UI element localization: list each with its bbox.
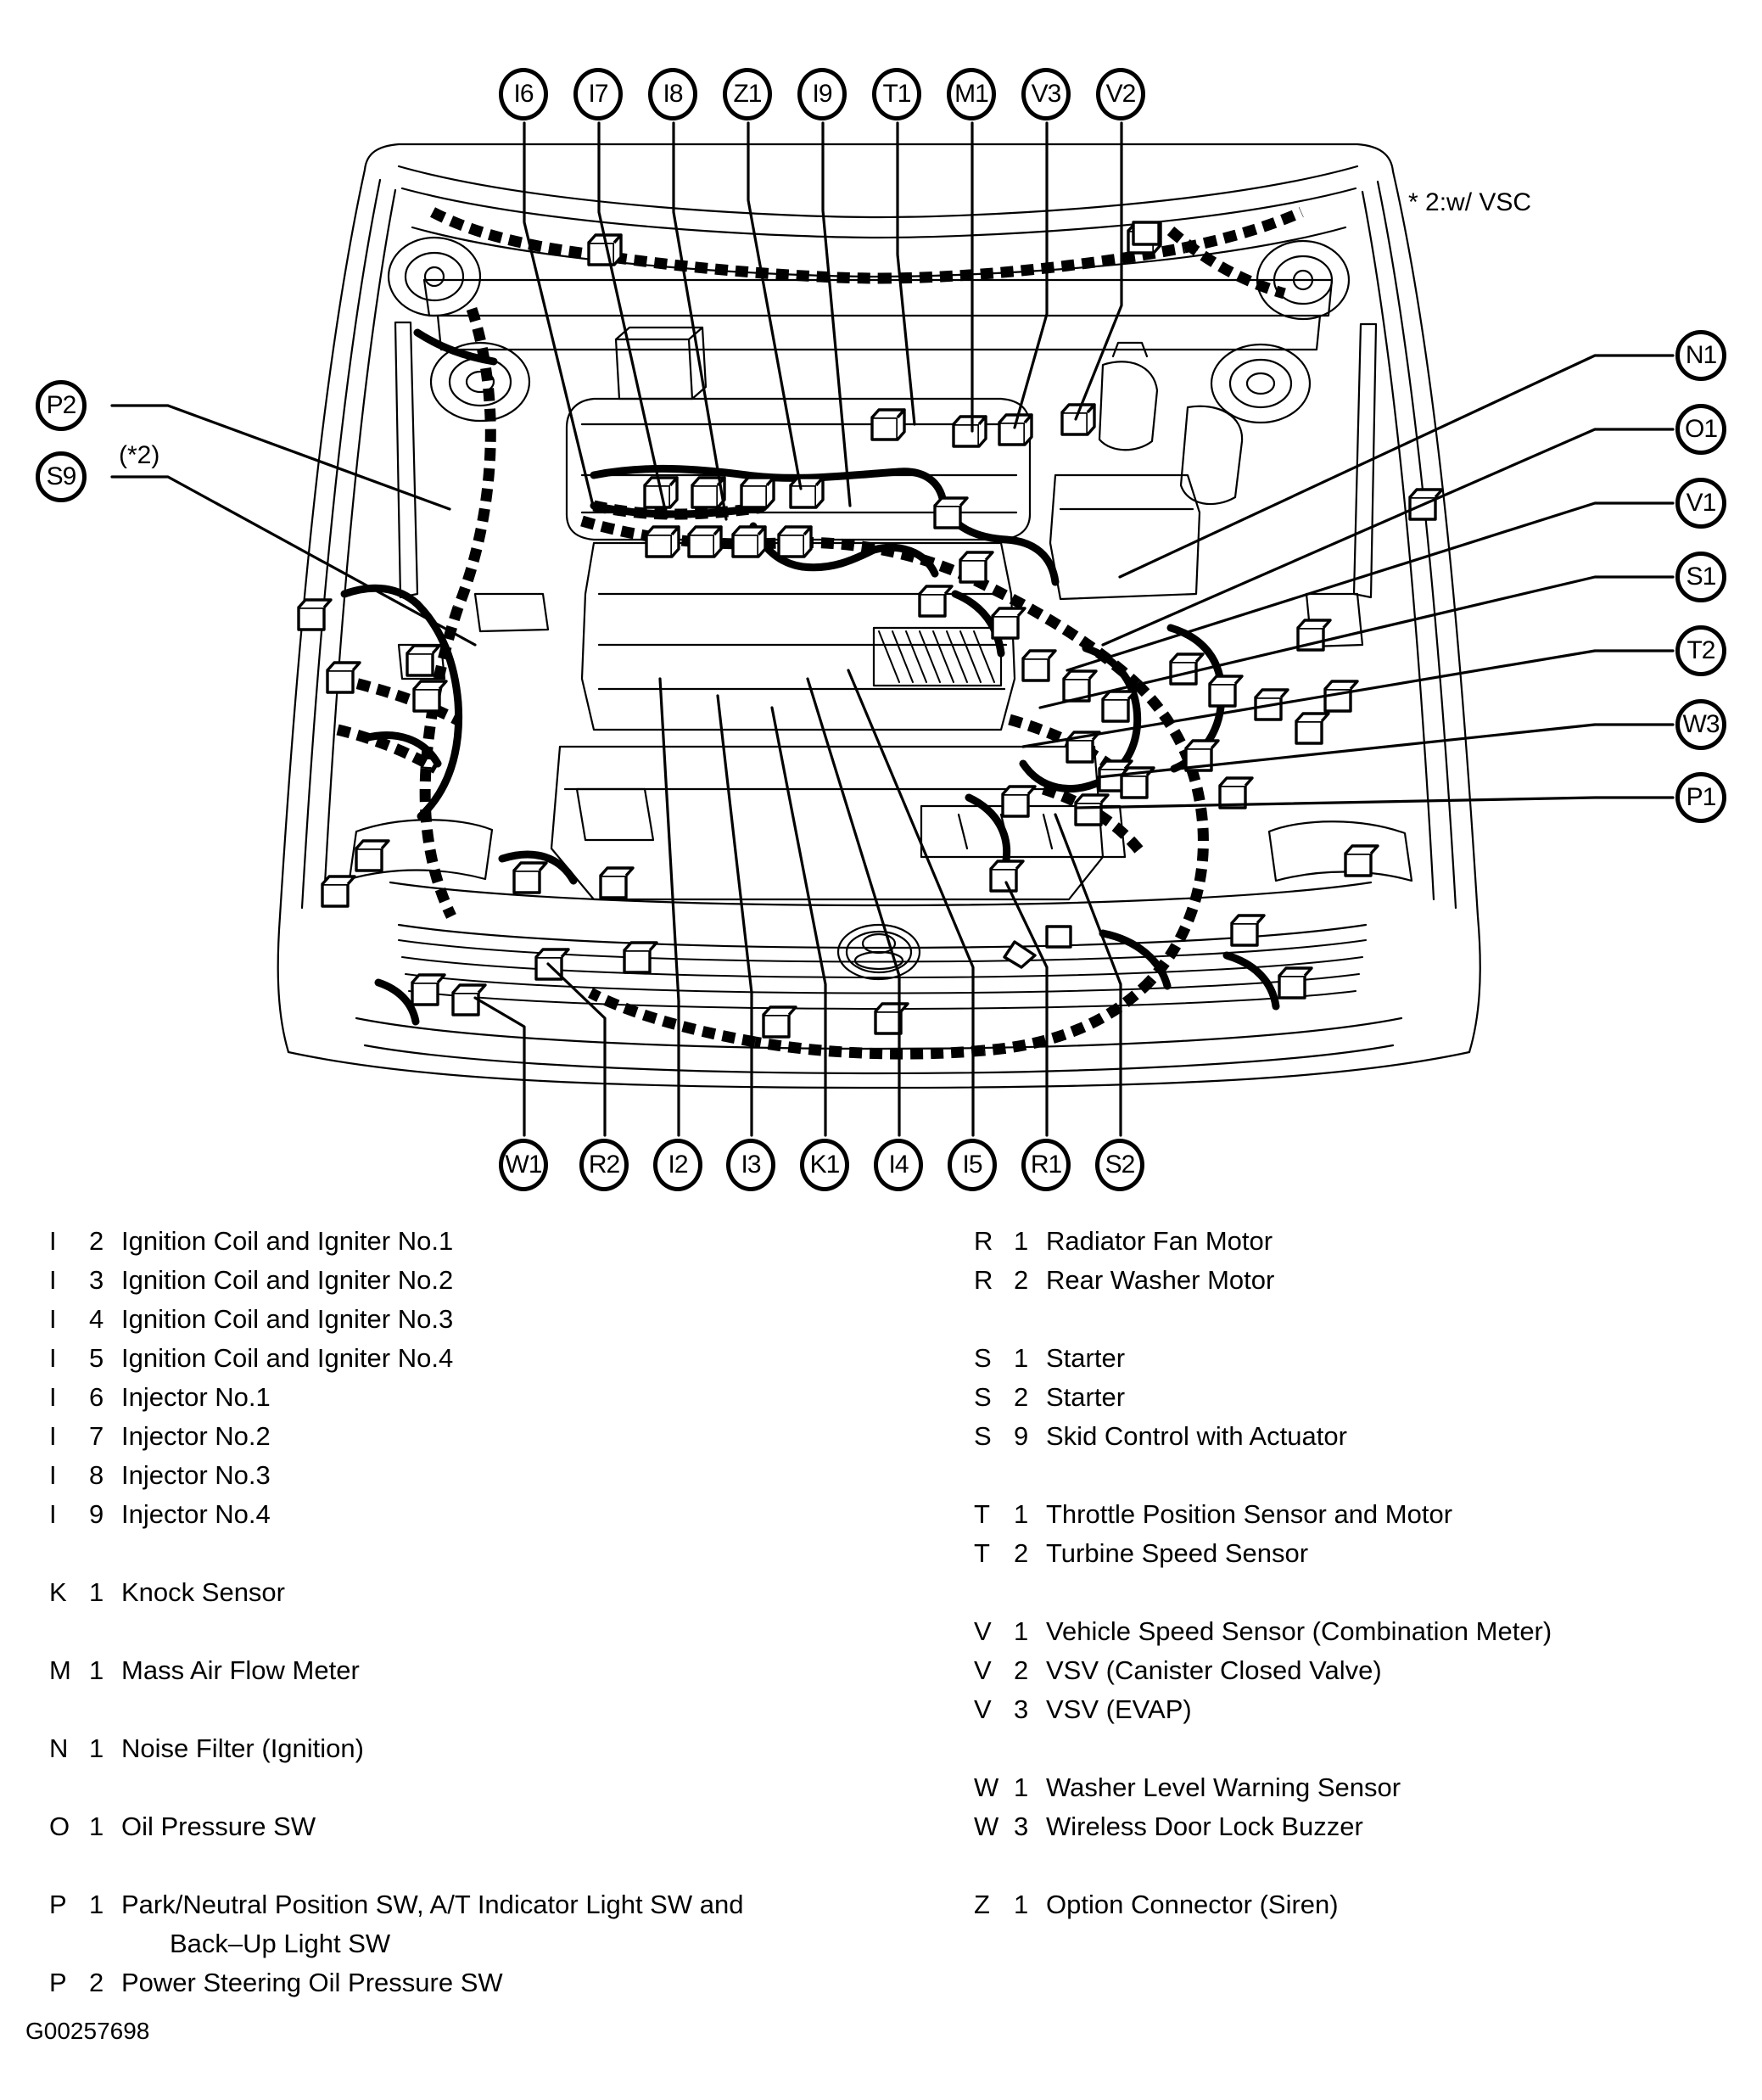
- legend-row: [0, 1339, 891, 1378]
- legend-description: Wireless Door Lock Buzzer: [1046, 1812, 1363, 1841]
- legend-letter: T: [974, 1538, 990, 1568]
- legend-description: Ignition Coil and Igniter No.2: [121, 1265, 454, 1295]
- legend-row: [925, 1378, 1762, 1417]
- legend-number: 9: [89, 1499, 104, 1529]
- legend-row: [925, 1651, 1762, 1690]
- legend-letter: I: [49, 1265, 57, 1295]
- legend-number: 1: [89, 1890, 104, 1919]
- legend-row: [0, 1378, 891, 1417]
- legend-description: Radiator Fan Motor: [1046, 1226, 1273, 1256]
- legend-number: 1: [1014, 1616, 1029, 1646]
- legend-spacer: [925, 1846, 1762, 1885]
- legend-description: Power Steering Oil Pressure SW: [121, 1968, 503, 1997]
- legend-number: 2: [89, 1226, 104, 1256]
- legend-right-column: [925, 1222, 1762, 1924]
- callout-M1[interactable]: M1: [947, 68, 996, 120]
- legend-row: [925, 1261, 1762, 1300]
- legend-letter: V: [974, 1694, 992, 1724]
- callout-I8[interactable]: I8: [648, 68, 697, 120]
- legend-letter: P: [49, 1968, 67, 1997]
- legend-number: 2: [1014, 1265, 1029, 1295]
- legend-number: 1: [1014, 1890, 1029, 1919]
- legend-description: Ignition Coil and Igniter No.1: [121, 1226, 454, 1256]
- legend-letter: T: [974, 1499, 990, 1529]
- legend-letter: S: [974, 1421, 992, 1451]
- legend-row: [0, 1924, 891, 1963]
- callout-I6[interactable]: I6: [499, 68, 548, 120]
- legend-number: 2: [1014, 1382, 1029, 1412]
- legend-number: 7: [89, 1421, 104, 1451]
- legend-letter: W: [974, 1812, 999, 1841]
- legend-letter: I: [49, 1226, 57, 1256]
- legend-row: [0, 1963, 891, 2002]
- legend-row: [925, 1690, 1762, 1729]
- callout-Z1[interactable]: Z1: [723, 68, 772, 120]
- callout-V2[interactable]: V2: [1096, 68, 1145, 120]
- legend-letter: K: [49, 1577, 67, 1607]
- legend-description: Washer Level Warning Sensor: [1046, 1772, 1401, 1802]
- callout-V1[interactable]: V1: [1675, 478, 1726, 529]
- callout-T1[interactable]: T1: [872, 68, 921, 120]
- legend-description: Park/Neutral Position SW, A/T Indicator Light SW and: [121, 1890, 744, 1919]
- legend-row: [0, 1222, 891, 1261]
- legend-description: Option Connector (Siren): [1046, 1890, 1339, 1919]
- legend-description: Back–Up Light SW: [170, 1929, 391, 1958]
- callout-R1[interactable]: R1: [1021, 1139, 1071, 1191]
- vsc-footnote: * 2:w/ VSC: [1408, 188, 1532, 216]
- legend-number: 2: [1014, 1655, 1029, 1685]
- legend-number: 1: [1014, 1343, 1029, 1373]
- legend-letter: P: [49, 1890, 67, 1919]
- legend-letter: I: [49, 1460, 57, 1490]
- legend-description: Starter: [1046, 1343, 1126, 1373]
- legend-number: 1: [1014, 1499, 1029, 1529]
- legend-letter: I: [49, 1382, 57, 1412]
- legend-spacer: [925, 1573, 1762, 1612]
- legend-number: 6: [89, 1382, 104, 1412]
- legend-letter: V: [974, 1616, 992, 1646]
- legend-number: 8: [89, 1460, 104, 1490]
- component-legend: [0, 1222, 1762, 2100]
- legend-letter: S: [974, 1382, 992, 1412]
- legend-letter: R: [974, 1226, 993, 1256]
- legend-letter: I: [49, 1343, 57, 1373]
- legend-row: [0, 1417, 891, 1456]
- legend-number: 1: [89, 1577, 104, 1607]
- legend-row: [0, 1573, 891, 1612]
- legend-letter: W: [974, 1772, 999, 1802]
- legend-number: 2: [1014, 1538, 1029, 1568]
- legend-number: 3: [1014, 1694, 1029, 1724]
- callout-W1[interactable]: W1: [499, 1139, 548, 1191]
- legend-description: Skid Control with Actuator: [1046, 1421, 1347, 1451]
- legend-description: Noise Filter (Ignition): [121, 1733, 364, 1763]
- legend-spacer: [0, 1612, 891, 1651]
- legend-letter: R: [974, 1265, 993, 1295]
- legend-letter: O: [49, 1812, 70, 1841]
- legend-letter: I: [49, 1304, 57, 1334]
- legend-row: [0, 1495, 891, 1534]
- legend-number: 1: [89, 1655, 104, 1685]
- callout-I9[interactable]: I9: [797, 68, 847, 120]
- legend-letter: I: [49, 1499, 57, 1529]
- legend-letter: V: [974, 1655, 992, 1685]
- legend-description: Knock Sensor: [121, 1577, 285, 1607]
- callout-S9[interactable]: S9: [36, 451, 87, 502]
- legend-row: [925, 1339, 1762, 1378]
- legend-description: Injector No.3: [121, 1460, 271, 1490]
- legend-row: [0, 1651, 891, 1690]
- legend-row: [0, 1885, 891, 1924]
- callout-N1[interactable]: N1: [1675, 330, 1726, 381]
- callout-I5[interactable]: I5: [948, 1139, 997, 1191]
- legend-row: [0, 1729, 891, 1768]
- callout-I7[interactable]: I7: [573, 68, 623, 120]
- legend-description: Ignition Coil and Igniter No.3: [121, 1304, 454, 1334]
- legend-letter: M: [49, 1655, 71, 1685]
- callout-P1[interactable]: P1: [1675, 772, 1726, 823]
- legend-spacer: [0, 1690, 891, 1729]
- legend-row: [0, 1300, 891, 1339]
- legend-spacer: [925, 1300, 1762, 1339]
- legend-spacer: [925, 1729, 1762, 1768]
- legend-row: [925, 1534, 1762, 1573]
- legend-letter: S: [974, 1343, 992, 1373]
- legend-spacer: [0, 1846, 891, 1885]
- legend-description: Vehicle Speed Sensor (Combination Meter): [1046, 1616, 1552, 1646]
- s9-vsc-footnote-marker: (*2): [119, 441, 160, 469]
- legend-row: [925, 1807, 1762, 1846]
- callout-I3[interactable]: I3: [726, 1139, 775, 1191]
- callout-P2[interactable]: P2: [36, 380, 87, 431]
- callout-O1[interactable]: O1: [1675, 404, 1726, 455]
- legend-row: [925, 1885, 1762, 1924]
- legend-number: 5: [89, 1343, 104, 1373]
- legend-description: Rear Washer Motor: [1046, 1265, 1275, 1295]
- legend-description: Ignition Coil and Igniter No.4: [121, 1343, 454, 1373]
- legend-description: Injector No.1: [121, 1382, 271, 1412]
- drawing-id: G00257698: [25, 2018, 150, 2044]
- legend-row: [925, 1222, 1762, 1261]
- callout-K1[interactable]: K1: [800, 1139, 849, 1191]
- legend-spacer: [0, 1768, 891, 1807]
- legend-row: [0, 1456, 891, 1495]
- legend-spacer: [925, 1456, 1762, 1495]
- legend-row: [925, 1417, 1762, 1456]
- legend-letter: I: [49, 1421, 57, 1451]
- legend-number: 1: [1014, 1772, 1029, 1802]
- legend-description: Turbine Speed Sensor: [1046, 1538, 1309, 1568]
- callout-I2[interactable]: I2: [653, 1139, 702, 1191]
- legend-number: 9: [1014, 1421, 1029, 1451]
- legend-left-column: [0, 1222, 891, 2002]
- legend-description: Injector No.4: [121, 1499, 271, 1529]
- legend-row: [925, 1495, 1762, 1534]
- legend-description: Throttle Position Sensor and Motor: [1046, 1499, 1453, 1529]
- legend-number: 2: [89, 1968, 104, 1997]
- legend-description: Mass Air Flow Meter: [121, 1655, 360, 1685]
- legend-number: 3: [89, 1265, 104, 1295]
- callout-W3[interactable]: W3: [1675, 699, 1726, 750]
- callout-I4[interactable]: I4: [874, 1139, 923, 1191]
- callout-V3[interactable]: V3: [1021, 68, 1071, 120]
- legend-number: 3: [1014, 1812, 1029, 1841]
- legend-description: Injector No.2: [121, 1421, 271, 1451]
- legend-spacer: [0, 1534, 891, 1573]
- legend-description: Oil Pressure SW: [121, 1812, 316, 1841]
- legend-description: VSV (EVAP): [1046, 1694, 1192, 1724]
- callout-S2[interactable]: S2: [1095, 1139, 1144, 1191]
- legend-row: [0, 1261, 891, 1300]
- legend-description: VSV (Canister Closed Valve): [1046, 1655, 1382, 1685]
- legend-number: 1: [89, 1733, 104, 1763]
- legend-letter: Z: [974, 1890, 990, 1919]
- legend-description: Starter: [1046, 1382, 1126, 1412]
- legend-row: [925, 1612, 1762, 1651]
- legend-number: 4: [89, 1304, 104, 1334]
- legend-row: [925, 1768, 1762, 1807]
- legend-number: 1: [1014, 1226, 1029, 1256]
- callout-T2[interactable]: T2: [1675, 625, 1726, 676]
- callout-R2[interactable]: R2: [579, 1139, 629, 1191]
- callout-S1[interactable]: S1: [1675, 552, 1726, 602]
- legend-row: [0, 1807, 891, 1846]
- legend-number: 1: [89, 1812, 104, 1841]
- legend-letter: N: [49, 1733, 69, 1763]
